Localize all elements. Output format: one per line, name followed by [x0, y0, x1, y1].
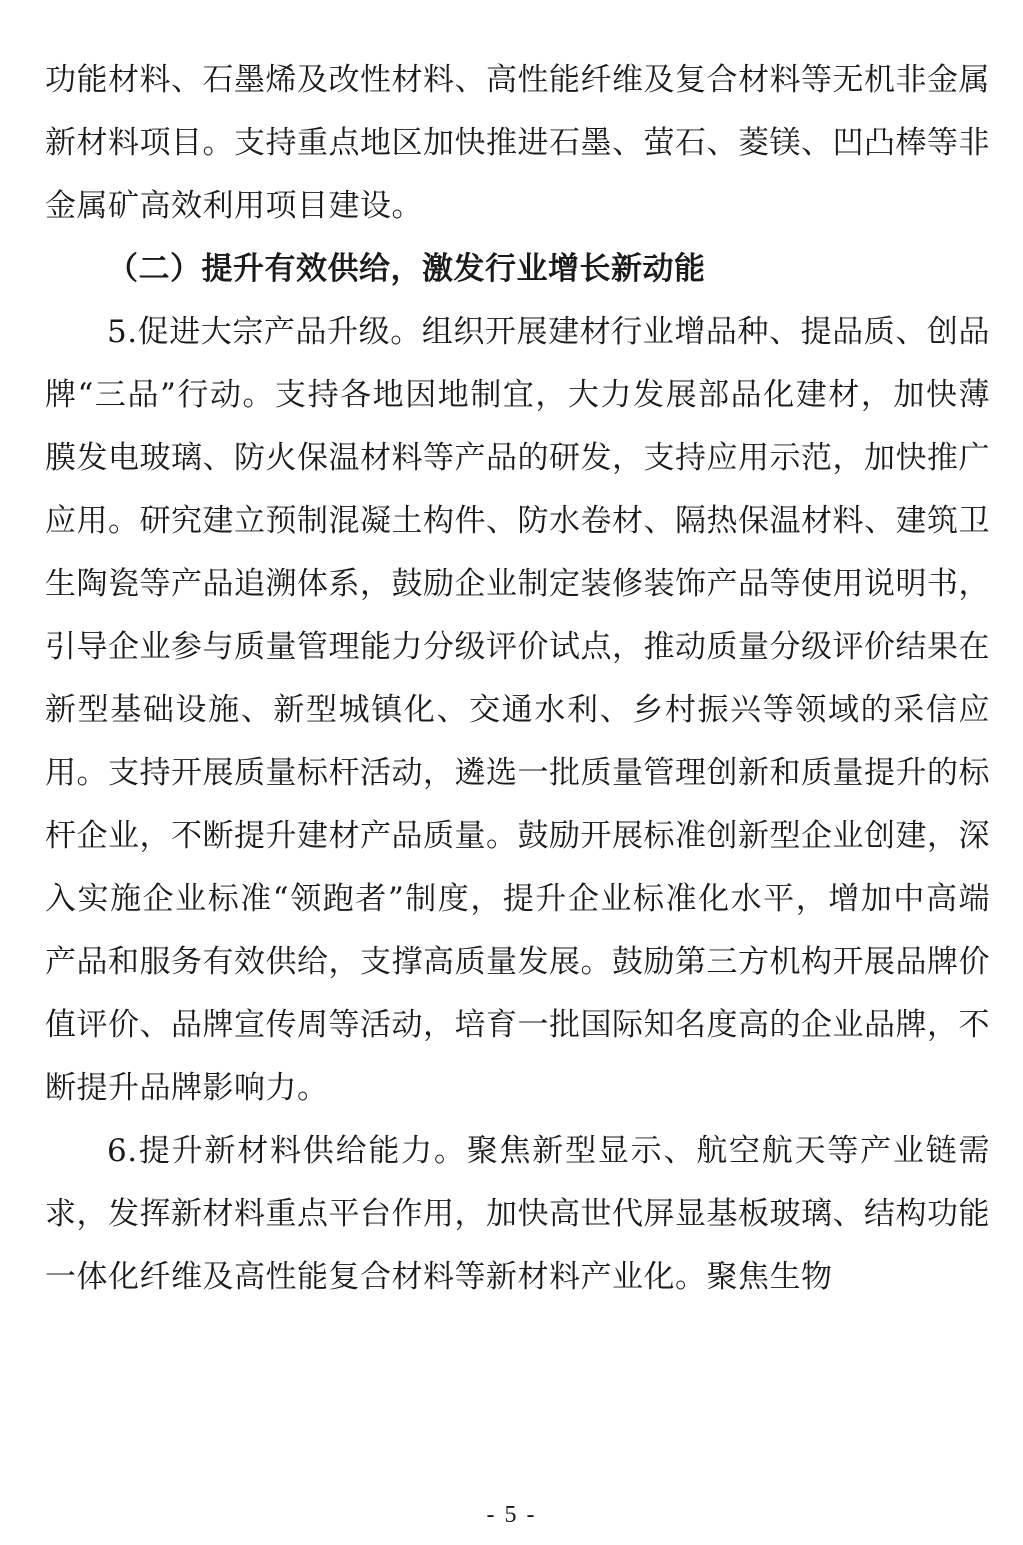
numbered-paragraph: 5.促进大宗产品升级。组织开展建材行业增品种、提品质、创品牌“三品”行动。支持各地因地制宜，大力发展部品化建材，加快薄膜发电玻璃、防火保温材料等产品的研发，支持应用示范，加快推广应用。研究建立预制混凝土构件、防水卷材、隔热保温材料、建筑卫生陶瓷等产品追溯体系，鼓励企业制定装修装饰产品等使用说明书，引导企业参与质量管理能力分级评价试点，推动质量分级评价结果在新型基础设施、新型城镇化、交通水利、乡村振兴等领域的采信应用。支持开展质量标杆活动，遴选一批质量管理创新和质量提升的标杆企业，不断提升建材产品质量。鼓励开展标准创新型企业创建，深入实施企业标准“领跑者”制度，提升企业标准化水平，增加中高端产品和服务有效供给，支撑高质量发展。鼓励第三方机构开展品牌价值评价、品牌宣传周等活动，培育一批国际知名度高的企业品牌，不断提升品牌影响力。	[45, 314, 990, 1106]
paragraph-continuation: 功能材料、石墨烯及改性材料、高性能纤维及复合材料等无机非金属新材料项目。支持重点地区加快推进石墨、萤石、菱镁、凹凸棒等非金属矿高效利用项目建设。	[45, 62, 990, 224]
document-body	[45, 49, 990, 1309]
page-number: - 5 -	[486, 1502, 537, 1528]
numbered-paragraph: 6.提升新材料供给能力。聚焦新型显示、航空航天等产业链需求，发挥新材料重点平台作用，加快高世代屏显基板玻璃、结构功能一体化纤维及高性能复合材料等新材料产业化。聚焦生物	[45, 1133, 990, 1295]
section-heading: （二）提升有效供给，激发行业增长新动能	[107, 251, 706, 287]
